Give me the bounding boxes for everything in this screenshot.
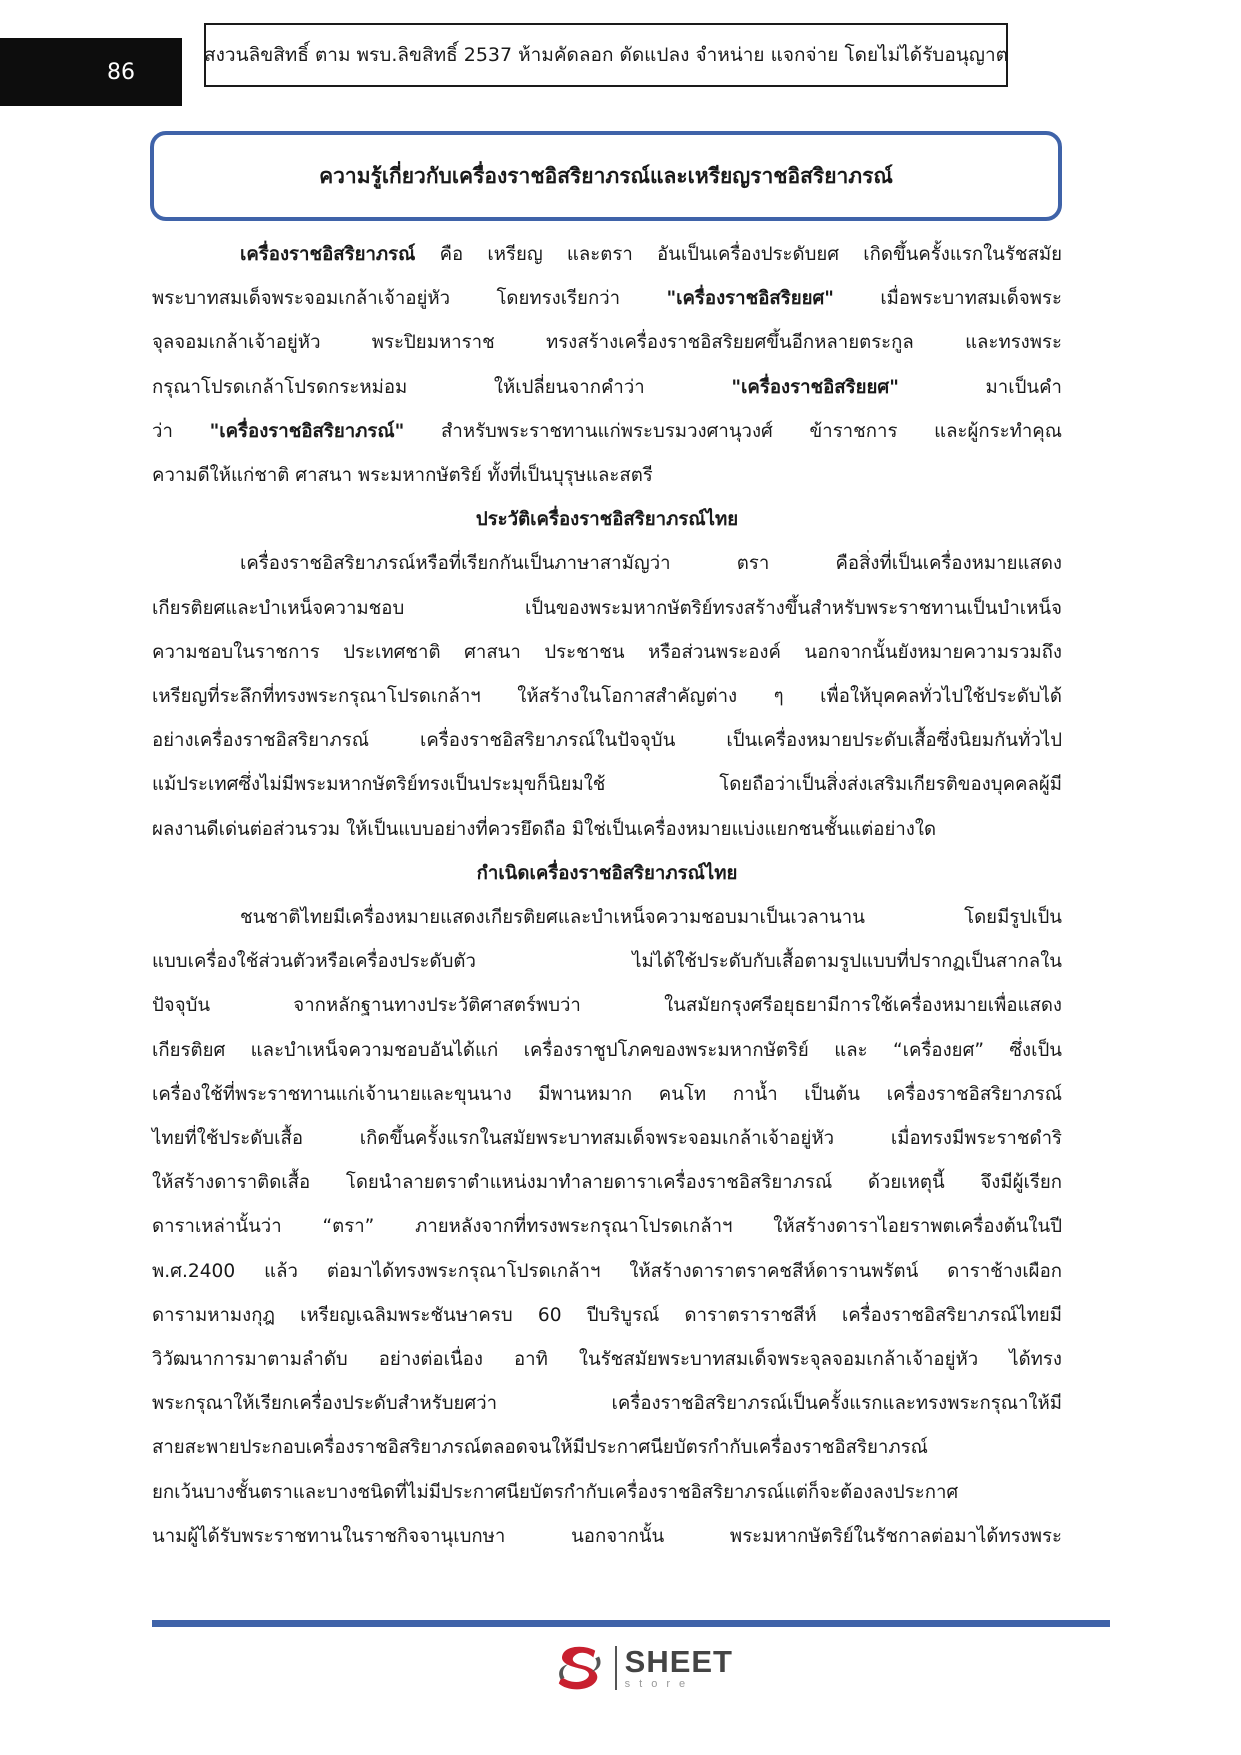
paragraph-line: เครื่องใช้ที่พระราชทานแก่เจ้านายและขุนนาง มีพานหมาก คนโท กาน้ำ เป็นต้น เครื่องราชอิสริยาภรณ์ — [152, 1083, 1062, 1105]
sheet-store-logo — [553, 1638, 733, 1698]
paragraph-line: แบบเครื่องใช้ส่วนตัวหรือเครื่องประดับตัว ไม่ได้ใช้ประดับกับเสื้อตามรูปแบบที่ปรากฏเป็นสากลใน — [152, 951, 1062, 973]
line-text: พระบาทสมเด็จพระจอมเกล้าเจ้าอยู่หัว โดยทรงเรียกว่า — [152, 288, 667, 310]
bold-term: เครื่องราชอิสริยาภรณ์ — [240, 244, 416, 265]
section-heading: กำเนิดเครื่องราชอิสริยาภรณ์ไทย — [476, 862, 738, 884]
paragraph-line: ดาราเหล่านั้นว่า “ตรา” ภายหลังจากที่ทรงพระกรุณาโปรดเกล้าฯ ให้สร้างดาราไอยราพตเครื่องต้นในปี — [152, 1216, 1062, 1238]
logo-text — [625, 1646, 733, 1690]
paragraph-line: พ.ศ.2400 แล้ว ต่อมาได้ทรงพระกรุณาโปรดเกล้าฯ ให้สร้างดาราตราคชสีห์ดารานพรัตน์ ดาราช้างเผือก — [152, 1260, 1062, 1282]
paragraph-line: ยกเว้นบางชั้นตราและบางชนิดที่ไม่มีประกาศนียบัตรกำกับเครื่องราชอิสริยาภรณ์แต่ก็จะต้องลงประกาศ — [152, 1481, 959, 1503]
line-text: คือ เหรียญ และตรา อันเป็นเครื่องประดับยศ เกิดขึ้นครั้งแรกในรัชสมัย — [415, 244, 1062, 265]
paragraph-line — [152, 410, 1062, 454]
paragraph-line: สายสะพายประกอบเครื่องราชอิสริยาภรณ์ตลอดจนให้มีประกาศนียบัตรกำกับเครื่องราชอิสริยาภรณ์ — [152, 1437, 928, 1459]
page-number: 86 — [107, 59, 135, 85]
bold-term: "เครื่องราชอิสริยยศ" — [666, 288, 834, 310]
paragraph-line: ปัจจุบัน จากหลักฐานทางประวัติศาสตร์พบว่า ในสมัยกรุงศรีอยุธยามีการใช้เครื่องหมายเพื่อแสดง — [152, 995, 1062, 1017]
paragraph-line: นามผู้ได้รับพระราชทานในราชกิจจานุเบกษา นอกจากนั้น พระมหากษัตริย์ในรัชกาลต่อมาได้ทรงพระ — [152, 1525, 1062, 1547]
paragraph-line: ผลงานดีเด่นต่อส่วนรวม ให้เป็นแบบอย่างที่ควรยึดถือ มิใช่เป็นเครื่องหมายแบ่งแยกชนชั้นแต่อย่างใด — [152, 818, 937, 840]
footer-rule — [152, 1620, 1110, 1627]
paragraph-line: พระกรุณาให้เรียกเครื่องประดับสำหรับยศว่า เครื่องราชอิสริยาภรณ์เป็นครั้งแรกและทรงพระกรุณาให้มี — [152, 1393, 1062, 1415]
paragraph-line — [152, 277, 1062, 321]
paragraph-line: อย่างเครื่องราชอิสริยาภรณ์ เครื่องราชอิสริยาภรณ์ในปัจจุบัน เป็นเครื่องหมายประดับเสื้อซึ่งนิยมกันทั่วไป — [152, 730, 1062, 752]
paragraph-line: แม้ประเทศซึ่งไม่มีพระมหากษัตริย์ทรงเป็นประมุขก็นิยมใช้ โดยถือว่าเป็นสิ่งส่งเสริมเกียรติของบุคคลผู้มี — [152, 774, 1062, 796]
paragraph-line: ความชอบในราชการ ประเทศชาติ ศาสนา ประชาชน หรือส่วนพระองค์ นอกจากนั้นยังหมายความรวมถึง — [152, 641, 1062, 663]
paragraph-line: เหรียญที่ระลึกที่ทรงพระกรุณาโปรดเกล้าฯ ให้สร้างในโอกาสสำคัญต่าง ๆ เพื่อให้บุคคลทั่วไปใช้ประดับได้ — [152, 686, 1062, 708]
paragraph-line: เกียรติยศ และบำเหน็จความชอบอันได้แก่ เครื่องราชูปโภคของพระมหากษัตริย์ และ “เครื่องยศ” ซึ่งเป็น — [152, 1039, 1062, 1061]
paragraph-line: ให้สร้างดาราติดเสื้อ โดยนำลายตราตำแหน่งมาทำลายดาราเครื่องราชอิสริยาภรณ์ ด้วยเหตุนี้ จึงมีผู้เรียก — [152, 1172, 1062, 1194]
page-number-box — [0, 38, 182, 106]
paragraph-line: ความดีให้แก่ชาติ ศาสนา พระมหากษัตริย์ ทั้งที่เป็นบุรุษและสตรี — [152, 465, 653, 487]
paragraph-line: วิวัฒนาการมาตามลำดับ อย่างต่อเนื่อง อาทิ ในรัชสมัยพระบาทสมเด็จพระจุลจอมเกล้าเจ้าอยู่หัว ได้ทรง — [152, 1349, 1062, 1371]
logo-divider — [615, 1646, 617, 1690]
line-text: ว่า — [152, 420, 210, 442]
paragraph-line: ไทยที่ใช้ประดับเสื้อ เกิดขึ้นครั้งแรกในสมัยพระบาทสมเด็จพระจอมเกล้าเจ้าอยู่หัว เมื่อทรงมีพระราชดำริ — [152, 1128, 1062, 1150]
logo-subtitle: store — [624, 1678, 695, 1690]
line-text: เมื่อพระบาทสมเด็จพระ — [833, 288, 1062, 310]
sheet-store-s-logo-icon — [553, 1640, 607, 1696]
paragraph-line: จุลจอมเกล้าเจ้าอยู่หัว พระปิยมหาราช ทรงสร้างเครื่องราชอิสริยยศขึ้นอีกหลายตระกูล และทรงพระ — [152, 332, 1062, 354]
line-text: มาเป็นคำ — [898, 376, 1062, 398]
document-body — [152, 233, 1062, 1559]
paragraph-line: ดารามหามงกุฎ เหรียญเฉลิมพระชันษาครบ 60 ปีบริบูรณ์ ดาราตราราชสีห์ เครื่องราชอิสริยาภรณ์ไทยมี — [152, 1304, 1062, 1326]
logo-brand: SHEET — [624, 1644, 733, 1679]
line-text: สำหรับพระราชทานแก่พระบรมวงศานุวงศ์ ข้าราชการ และผู้กระทำคุณ — [404, 420, 1062, 442]
paragraph-line — [152, 233, 1062, 277]
paragraph-line: ชนชาติไทยมีเครื่องหมายแสดงเกียรติยศและบำเหน็จความชอบมาเป็นเวลานาน โดยมีรูปเป็น — [240, 907, 1062, 929]
section-title: ความรู้เกี่ยวกับเครื่องราชอิสริยาภรณ์และเหรียญราชอิสริยาภรณ์ — [150, 131, 1062, 221]
line-text: กรุณาโปรดเกล้าโปรดกระหม่อม ให้เปลี่ยนจากคำว่า — [152, 376, 732, 398]
paragraph-line: เครื่องราชอิสริยาภรณ์หรือที่เรียกกันเป็นภาษาสามัญว่า ตรา คือสิ่งที่เป็นเครื่องหมายแสดง — [240, 553, 1062, 575]
bold-term: "เครื่องราชอิสริยยศ" — [731, 376, 899, 398]
paragraph-line: เกียรติยศและบำเหน็จความชอบ เป็นของพระมหากษัตริย์ทรงสร้างขึ้นสำหรับพระราชทานเป็นบำเหน็จ — [152, 597, 1062, 619]
paragraph-line — [152, 366, 1062, 410]
copyright-notice: สงวนลิขสิทธิ์ ตาม พรบ.ลิขสิทธิ์ 2537 ห้ามคัดลอก ดัดแปลง จำหน่าย แจกจ่าย โดยไม่ได้รับอนุญาต — [204, 23, 1008, 87]
section-heading: ประวัติเครื่องราชอิสริยาภรณ์ไทย — [475, 509, 739, 531]
bold-term: "เครื่องราชอิสริยาภรณ์" — [209, 420, 405, 442]
